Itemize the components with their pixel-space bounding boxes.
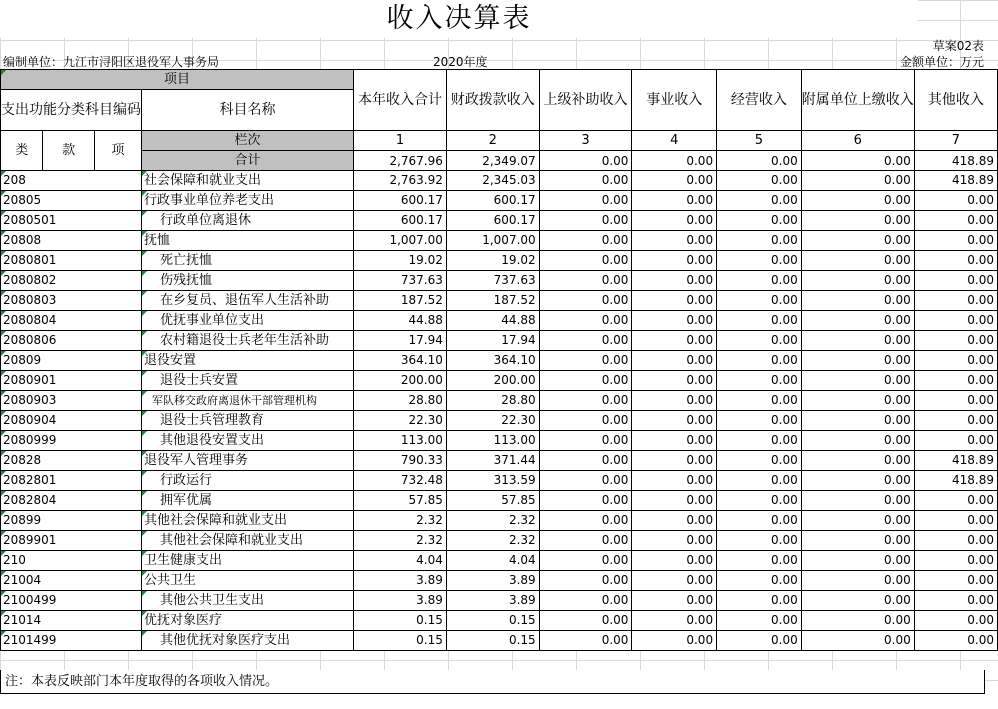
amount-cell[interactable]: 0.00 (717, 531, 802, 551)
subject-code[interactable]: 2080999 (1, 431, 142, 451)
amount-cell[interactable]: 0.00 (717, 391, 802, 411)
table-row[interactable] (1, 591, 998, 611)
amount-cell[interactable]: 0.00 (801, 291, 914, 311)
header-item[interactable]: 项目 (1, 70, 354, 90)
amount-cell[interactable]: 0.00 (539, 191, 632, 211)
amount-cell[interactable]: 0.00 (539, 631, 632, 651)
amount-cell[interactable]: 0.00 (632, 271, 717, 291)
amount-cell[interactable]: 0.00 (539, 451, 632, 471)
amount-cell[interactable]: 0.00 (914, 631, 997, 651)
col-no-6[interactable]: 6 (801, 131, 914, 151)
subject-name[interactable]: 退役军人管理事务 (142, 451, 354, 471)
amount-cell[interactable]: 418.89 (914, 471, 997, 491)
subject-code[interactable]: 20805 (1, 191, 142, 211)
amount-cell[interactable]: 0.00 (717, 271, 802, 291)
amount-cell[interactable]: 313.59 (446, 471, 539, 491)
subject-code[interactable]: 2080904 (1, 411, 142, 431)
amount-cell[interactable]: 22.30 (446, 411, 539, 431)
amount-cell[interactable]: 0.00 (717, 611, 802, 631)
amount-cell[interactable]: 364.10 (354, 351, 447, 371)
col-no-2[interactable]: 2 (446, 131, 539, 151)
amount-cell[interactable]: 0.00 (801, 311, 914, 331)
amount-cell[interactable]: 19.02 (354, 251, 447, 271)
amount-cell[interactable]: 0.00 (801, 211, 914, 231)
col-header-operating[interactable]: 经营收入 (717, 70, 802, 131)
amount-cell[interactable]: 0.00 (632, 351, 717, 371)
subject-name[interactable]: 其他社会保障和就业支出 (142, 531, 354, 551)
amount-cell[interactable]: 600.17 (446, 191, 539, 211)
amount-cell[interactable]: 0.00 (632, 331, 717, 351)
amount-cell[interactable]: 3.89 (446, 571, 539, 591)
table-row[interactable] (1, 271, 998, 291)
amount-cell[interactable]: 0.00 (539, 471, 632, 491)
amount-cell[interactable]: 0.00 (914, 371, 997, 391)
amount-cell[interactable]: 44.88 (354, 311, 447, 331)
header-code-group[interactable]: 支出功能分类科目编码 (1, 90, 142, 131)
amount-cell[interactable]: 0.00 (632, 431, 717, 451)
subject-name[interactable]: 军队移交政府离退休干部管理机构 (142, 391, 354, 411)
amount-cell[interactable]: 0.00 (914, 491, 997, 511)
table-row[interactable] (1, 311, 998, 331)
amount-cell[interactable]: 0.00 (717, 211, 802, 231)
amount-cell[interactable]: 0.15 (354, 611, 447, 631)
col-header-business[interactable]: 事业收入 (632, 70, 717, 131)
amount-cell[interactable]: 0.00 (539, 231, 632, 251)
table-row[interactable] (1, 351, 998, 371)
amount-cell[interactable]: 0.00 (801, 511, 914, 531)
amount-cell[interactable]: 0.00 (539, 611, 632, 631)
subject-code[interactable]: 21004 (1, 571, 142, 591)
total-cell[interactable]: 0.00 (717, 151, 802, 171)
subject-code[interactable]: 20808 (1, 231, 142, 251)
amount-cell[interactable]: 0.00 (632, 511, 717, 531)
amount-cell[interactable]: 0.00 (632, 371, 717, 391)
col-no-1[interactable]: 1 (354, 131, 447, 151)
amount-cell[interactable]: 2.32 (354, 511, 447, 531)
amount-cell[interactable]: 0.00 (632, 191, 717, 211)
amount-cell[interactable]: 0.00 (717, 191, 802, 211)
amount-cell[interactable]: 0.00 (717, 171, 802, 191)
amount-cell[interactable]: 0.00 (914, 431, 997, 451)
amount-cell[interactable]: 0.00 (717, 571, 802, 591)
table-row[interactable] (1, 331, 998, 351)
amount-cell[interactable]: 0.00 (717, 431, 802, 451)
subject-code[interactable]: 2080804 (1, 311, 142, 331)
amount-cell[interactable]: 2,345.03 (446, 171, 539, 191)
total-cell[interactable]: 2,767.96 (354, 151, 447, 171)
amount-cell[interactable]: 0.00 (717, 511, 802, 531)
amount-cell[interactable]: 3.89 (354, 591, 447, 611)
amount-cell[interactable]: 0.00 (717, 451, 802, 471)
subject-code[interactable]: 2082801 (1, 471, 142, 491)
amount-cell[interactable]: 28.80 (354, 391, 447, 411)
subject-name[interactable]: 行政运行 (142, 471, 354, 491)
amount-cell[interactable]: 0.00 (539, 311, 632, 331)
amount-cell[interactable]: 19.02 (446, 251, 539, 271)
amount-cell[interactable]: 0.00 (801, 351, 914, 371)
amount-cell[interactable]: 0.00 (539, 531, 632, 551)
amount-cell[interactable]: 22.30 (354, 411, 447, 431)
amount-cell[interactable]: 0.00 (539, 591, 632, 611)
table-row[interactable] (1, 551, 998, 571)
table-row[interactable] (1, 211, 998, 231)
total-cell[interactable]: 0.00 (801, 151, 914, 171)
amount-cell[interactable]: 600.17 (354, 191, 447, 211)
amount-cell[interactable]: 0.00 (539, 431, 632, 451)
amount-cell[interactable]: 0.00 (632, 451, 717, 471)
amount-cell[interactable]: 0.00 (914, 411, 997, 431)
amount-cell[interactable]: 0.00 (801, 411, 914, 431)
amount-cell[interactable]: 0.00 (801, 471, 914, 491)
amount-cell[interactable]: 1,007.00 (446, 231, 539, 251)
table-row[interactable] (1, 431, 998, 451)
subject-code[interactable]: 2080806 (1, 331, 142, 351)
amount-unit: 金额单位：万元 (899, 55, 984, 69)
total-row (1, 151, 998, 171)
report-title: 收入决算表 (0, 0, 918, 38)
amount-cell[interactable]: 187.52 (354, 291, 447, 311)
amount-cell[interactable]: 4.04 (354, 551, 447, 571)
amount-cell[interactable]: 418.89 (914, 171, 997, 191)
amount-cell[interactable]: 0.00 (539, 351, 632, 371)
subject-name[interactable]: 行政事业单位养老支出 (142, 191, 354, 211)
amount-cell[interactable]: 418.89 (914, 451, 997, 471)
amount-cell[interactable]: 0.00 (632, 631, 717, 651)
subject-code[interactable]: 2082804 (1, 491, 142, 511)
amount-cell[interactable]: 2.32 (446, 511, 539, 531)
amount-cell[interactable]: 0.00 (632, 251, 717, 271)
amount-cell[interactable]: 0.00 (914, 291, 997, 311)
table-row[interactable] (1, 571, 998, 591)
amount-cell[interactable]: 0.00 (539, 291, 632, 311)
amount-cell[interactable]: 371.44 (446, 451, 539, 471)
amount-cell[interactable]: 0.00 (801, 531, 914, 551)
amount-cell[interactable]: 0.00 (914, 211, 997, 231)
amount-cell[interactable]: 0.00 (914, 331, 997, 351)
subject-code[interactable]: 2080901 (1, 371, 142, 391)
amount-cell[interactable]: 0.00 (801, 331, 914, 351)
amount-cell[interactable]: 44.88 (446, 311, 539, 331)
amount-cell[interactable]: 0.00 (539, 331, 632, 351)
amount-cell[interactable]: 0.00 (801, 571, 914, 591)
total-label[interactable]: 合计 (142, 151, 354, 171)
amount-cell[interactable]: 57.85 (354, 491, 447, 511)
amount-cell[interactable]: 1,007.00 (354, 231, 447, 251)
amount-cell[interactable]: 0.00 (717, 411, 802, 431)
col-no-7[interactable]: 7 (914, 131, 997, 151)
subject-name[interactable]: 退役士兵安置 (142, 371, 354, 391)
amount-cell[interactable]: 0.00 (632, 571, 717, 591)
amount-cell[interactable]: 0.00 (801, 451, 914, 471)
table-row[interactable] (1, 371, 998, 391)
table-row[interactable] (1, 531, 998, 551)
amount-cell[interactable]: 0.00 (717, 591, 802, 611)
amount-cell[interactable]: 0.00 (801, 491, 914, 511)
amount-cell[interactable]: 0.00 (914, 551, 997, 571)
subject-name[interactable]: 退役安置 (142, 351, 354, 371)
table-row[interactable] (1, 631, 998, 651)
amount-cell[interactable]: 0.00 (632, 411, 717, 431)
fiscal-year: 2020年度 (433, 55, 488, 69)
table-row[interactable] (1, 291, 998, 311)
amount-cell[interactable]: 737.63 (446, 271, 539, 291)
header-subject-name[interactable]: 科目名称 (142, 90, 354, 131)
total-cell[interactable]: 418.89 (914, 151, 997, 171)
amount-cell[interactable]: 2.32 (354, 531, 447, 551)
table-note: 注：本表反映部门本年度取得的各项收入情况。 (0, 670, 985, 694)
amount-cell[interactable]: 0.00 (539, 171, 632, 191)
amount-cell[interactable]: 0.00 (632, 531, 717, 551)
amount-cell[interactable]: 0.00 (632, 391, 717, 411)
amount-cell[interactable]: 0.00 (801, 191, 914, 211)
amount-cell[interactable]: 364.10 (446, 351, 539, 371)
amount-cell[interactable]: 17.94 (446, 331, 539, 351)
amount-cell[interactable]: 0.00 (801, 611, 914, 631)
sheet-bottom (0, 694, 998, 709)
amount-cell[interactable]: 0.00 (632, 611, 717, 631)
amount-cell[interactable]: 0.00 (801, 271, 914, 291)
subject-code[interactable]: 20809 (1, 351, 142, 371)
amount-cell[interactable]: 0.00 (801, 551, 914, 571)
amount-cell[interactable]: 3.89 (446, 591, 539, 611)
subject-code[interactable]: 2089901 (1, 531, 142, 551)
amount-cell[interactable]: 0.00 (914, 531, 997, 551)
col-header-other[interactable]: 其他收入 (914, 70, 997, 131)
subject-name[interactable]: 卫生健康支出 (142, 551, 354, 571)
amount-cell[interactable]: 0.00 (632, 491, 717, 511)
amount-cell[interactable]: 0.00 (717, 491, 802, 511)
subject-name[interactable]: 退役士兵管理教育 (142, 411, 354, 431)
subject-name[interactable]: 行政单位离退休 (142, 211, 354, 231)
amount-cell[interactable]: 0.00 (914, 571, 997, 591)
subject-name[interactable]: 其他社会保障和就业支出 (142, 511, 354, 531)
amount-cell[interactable]: 0.00 (632, 551, 717, 571)
subject-code[interactable]: 2080501 (1, 211, 142, 231)
table-row[interactable] (1, 611, 998, 631)
subject-name[interactable]: 其他公共卫生支出 (142, 591, 354, 611)
total-cell[interactable]: 0.00 (539, 151, 632, 171)
amount-cell[interactable]: 0.00 (717, 371, 802, 391)
amount-cell[interactable]: 0.00 (914, 611, 997, 631)
amount-cell[interactable]: 0.00 (632, 171, 717, 191)
subject-name[interactable]: 在乡复员、退伍军人生活补助 (142, 291, 354, 311)
header-xiang[interactable]: 项 (94, 131, 141, 171)
table-row[interactable] (1, 191, 998, 211)
amount-cell[interactable]: 0.00 (717, 331, 802, 351)
amount-cell[interactable]: 200.00 (446, 371, 539, 391)
amount-cell[interactable]: 3.89 (354, 571, 447, 591)
amount-cell[interactable]: 0.00 (914, 351, 997, 371)
subject-name[interactable]: 死亡抚恤 (142, 251, 354, 271)
amount-cell[interactable]: 0.00 (801, 251, 914, 271)
amount-cell[interactable]: 0.00 (914, 251, 997, 271)
subject-code[interactable]: 20828 (1, 451, 142, 471)
income-table (0, 69, 998, 651)
total-cell[interactable]: 2,349.07 (446, 151, 539, 171)
subject-name[interactable]: 农村籍退役士兵老年生活补助 (142, 331, 354, 351)
total-cell[interactable]: 0.00 (632, 151, 717, 171)
subject-code[interactable]: 2080903 (1, 391, 142, 411)
subject-code[interactable]: 21014 (1, 611, 142, 631)
subject-name[interactable]: 社会保障和就业支出 (142, 171, 354, 191)
col-header-superior[interactable]: 上级补助收入 (539, 70, 632, 131)
amount-cell[interactable]: 0.00 (717, 351, 802, 371)
amount-cell[interactable]: 0.00 (632, 471, 717, 491)
amount-cell[interactable]: 0.00 (801, 391, 914, 411)
amount-cell[interactable]: 0.00 (632, 291, 717, 311)
table-row[interactable] (1, 451, 998, 471)
subject-name[interactable]: 公共卫生 (142, 571, 354, 591)
amount-cell[interactable]: 0.00 (717, 311, 802, 331)
amount-cell[interactable]: 0.00 (914, 191, 997, 211)
amount-cell[interactable]: 737.63 (354, 271, 447, 291)
subject-code[interactable]: 2080803 (1, 291, 142, 311)
amount-cell[interactable]: 0.00 (539, 411, 632, 431)
amount-cell[interactable]: 0.00 (539, 491, 632, 511)
amount-cell[interactable]: 0.00 (539, 251, 632, 271)
amount-cell[interactable]: 0.00 (717, 231, 802, 251)
amount-cell[interactable]: 200.00 (354, 371, 447, 391)
col-header-affiliated[interactable]: 附属单位上缴收入 (801, 70, 914, 131)
subject-code[interactable]: 2080802 (1, 271, 142, 291)
amount-cell[interactable]: 17.94 (354, 331, 447, 351)
amount-cell[interactable]: 600.17 (354, 211, 447, 231)
amount-cell[interactable]: 28.80 (446, 391, 539, 411)
amount-cell[interactable]: 0.00 (801, 631, 914, 651)
amount-cell[interactable]: 0.00 (801, 231, 914, 251)
amount-cell[interactable]: 0.00 (632, 311, 717, 331)
subject-name[interactable]: 优抚事业单位支出 (142, 311, 354, 331)
col-no-4[interactable]: 4 (632, 131, 717, 151)
amount-cell[interactable]: 0.00 (717, 551, 802, 571)
amount-cell[interactable]: 0.00 (914, 511, 997, 531)
subject-name[interactable]: 其他优抚对象医疗支出 (142, 631, 354, 651)
amount-cell[interactable]: 0.00 (914, 231, 997, 251)
amount-cell[interactable]: 0.00 (717, 631, 802, 651)
amount-cell[interactable]: 0.00 (539, 211, 632, 231)
amount-cell[interactable]: 600.17 (446, 211, 539, 231)
amount-cell[interactable]: 0.15 (446, 631, 539, 651)
amount-cell[interactable]: 113.00 (446, 431, 539, 451)
subject-name[interactable]: 抚恤 (142, 231, 354, 251)
amount-cell[interactable]: 0.15 (354, 631, 447, 651)
amount-cell[interactable]: 0.00 (801, 431, 914, 451)
amount-cell[interactable]: 0.00 (717, 471, 802, 491)
subject-name[interactable]: 其他退役安置支出 (142, 431, 354, 451)
amount-cell[interactable]: 2.32 (446, 531, 539, 551)
amount-cell[interactable]: 0.00 (801, 591, 914, 611)
amount-cell[interactable]: 732.48 (354, 471, 447, 491)
amount-cell[interactable]: 0.00 (801, 171, 914, 191)
amount-cell[interactable]: 0.00 (717, 251, 802, 271)
subject-code[interactable]: 20899 (1, 511, 142, 531)
amount-cell[interactable]: 0.00 (632, 211, 717, 231)
table-row[interactable] (1, 251, 998, 271)
amount-cell[interactable]: 790.33 (354, 451, 447, 471)
amount-cell[interactable]: 0.00 (539, 511, 632, 531)
org-unit: 编制单位：九江市浔阳区退役军人事务局 (3, 55, 220, 69)
form-code: 草案02表 (932, 39, 984, 53)
amount-cell[interactable]: 187.52 (446, 291, 539, 311)
amount-cell[interactable]: 0.00 (539, 391, 632, 411)
table-row[interactable] (1, 231, 998, 251)
table-row[interactable] (1, 171, 998, 191)
table-row[interactable] (1, 511, 998, 531)
table-row[interactable] (1, 471, 998, 491)
amount-cell[interactable]: 0.00 (632, 231, 717, 251)
amount-cell[interactable]: 0.00 (914, 591, 997, 611)
table-row[interactable] (1, 391, 998, 411)
subject-code[interactable]: 2100499 (1, 591, 142, 611)
amount-cell[interactable]: 0.00 (914, 391, 997, 411)
subject-code[interactable]: 208 (1, 171, 142, 191)
header-kuan[interactable]: 款 (43, 131, 95, 171)
col-no-3[interactable]: 3 (539, 131, 632, 151)
amount-cell[interactable]: 0.00 (914, 311, 997, 331)
amount-cell[interactable]: 0.00 (914, 271, 997, 291)
amount-cell[interactable]: 113.00 (354, 431, 447, 451)
amount-cell[interactable]: 57.85 (446, 491, 539, 511)
table-row[interactable] (1, 411, 998, 431)
header-column-no[interactable]: 栏次 (142, 131, 354, 151)
table-row[interactable] (1, 491, 998, 511)
subject-name[interactable]: 优抚对象医疗 (142, 611, 354, 631)
amount-cell[interactable]: 0.00 (539, 271, 632, 291)
subject-code[interactable]: 2101499 (1, 631, 142, 651)
subject-name[interactable]: 拥军优属 (142, 491, 354, 511)
amount-cell[interactable]: 4.04 (446, 551, 539, 571)
subject-code[interactable]: 2080801 (1, 251, 142, 271)
amount-cell[interactable]: 2,763.92 (354, 171, 447, 191)
amount-cell[interactable]: 0.00 (539, 571, 632, 591)
header-lei[interactable]: 类 (1, 131, 43, 171)
amount-cell[interactable]: 0.00 (539, 371, 632, 391)
subject-name[interactable]: 伤残抚恤 (142, 271, 354, 291)
col-no-5[interactable]: 5 (717, 131, 802, 151)
amount-cell[interactable]: 0.00 (539, 551, 632, 571)
amount-cell[interactable]: 0.00 (717, 291, 802, 311)
amount-cell[interactable]: 0.15 (446, 611, 539, 631)
col-header-fiscal[interactable]: 财政拨款收入 (446, 70, 539, 131)
amount-cell[interactable]: 0.00 (801, 371, 914, 391)
subject-code[interactable]: 210 (1, 551, 142, 571)
amount-cell[interactable]: 0.00 (632, 591, 717, 611)
col-header-total[interactable]: 本年收入合计 (354, 70, 447, 131)
